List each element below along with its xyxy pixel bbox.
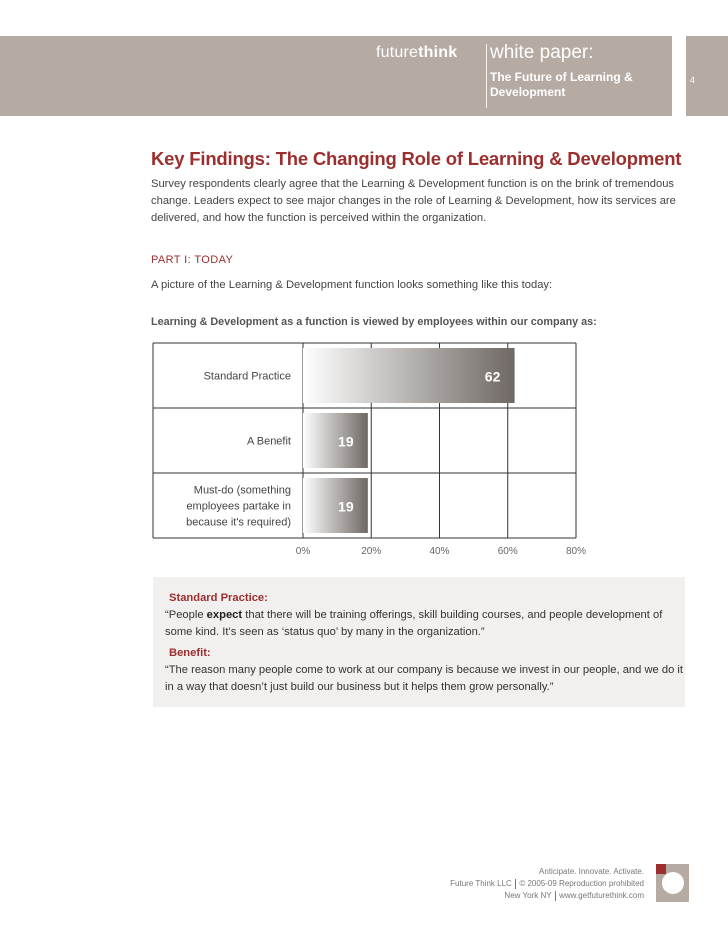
chart-bars — [303, 348, 515, 533]
chart-x-tick-label: 0% — [295, 546, 311, 556]
page-number: 4 — [690, 75, 696, 85]
header-gap — [672, 36, 686, 116]
chart-x-tick-label: 20% — [361, 546, 382, 556]
brand-logo-text: futurethink — [376, 44, 458, 61]
paper-label: white paper: — [490, 42, 594, 63]
chart-value-label: 19 — [338, 433, 354, 450]
header-divider — [486, 44, 487, 108]
chart-bar — [303, 348, 515, 403]
quote-label-benefit: Benefit: — [169, 647, 211, 659]
chart-category-label: Must-do (something employees partake in because it's required) — [186, 484, 291, 529]
footer-tagline: Anticipate. Innovate. Activate. — [539, 867, 644, 876]
part-text: A picture of the Learning & Development function looks something like this today: — [151, 279, 553, 291]
quote-text-benefit: “The reason many people come to work at our company is because we invest in our people, and we do it in a way that doesn’t just build our business but it helps them grow personally.” — [165, 664, 684, 693]
footer-location-line: New York NY www.getfuturethink.com — [504, 891, 644, 900]
chart-bar — [303, 413, 368, 468]
chart-x-tick-label: 60% — [497, 546, 518, 556]
bar-chart — [151, 341, 591, 556]
part-heading: PART I: TODAY — [151, 254, 234, 266]
chart-value-label: 62 — [484, 368, 501, 385]
intro-paragraph: Survey respondents clearly agree that the Learning & Development function is on the brink of tremendous change. Leaders expect to see major changes in the role of Learning & Development, how its services are delivered, and how the function is perceived within the organization. — [151, 178, 676, 224]
section-title: Key Findings: The Changing Role of Learning & Development — [151, 148, 682, 169]
chart-value-label: 19 — [338, 498, 354, 515]
chart-category-label: A Benefit — [246, 435, 291, 448]
chart-title: Learning & Development as a function is viewed by employees within our company as: — [151, 316, 597, 328]
chart-bar — [303, 478, 368, 533]
footer — [424, 866, 644, 902]
chart-x-tick-label: 80% — [565, 546, 587, 556]
futurethink-logo-icon — [656, 864, 689, 902]
chart-svg — [151, 341, 591, 556]
quote-text-standard-practice: “People expect that there will be training offerings, skill building courses, and people development of some kind. It’s seen as ‘status quo’ by many in the organization.” — [165, 609, 663, 638]
quote-label-standard-practice: Standard Practice: — [169, 592, 268, 604]
document-title: The Future of Learning & Development — [490, 70, 633, 99]
chart-x-tick-label: 40% — [429, 546, 450, 556]
footer-company-line: Future Think LLC © 2005-09 Reproduction prohibited — [450, 879, 644, 888]
chart-category-label: Standard Practice — [203, 370, 291, 383]
quote-box — [153, 577, 685, 707]
